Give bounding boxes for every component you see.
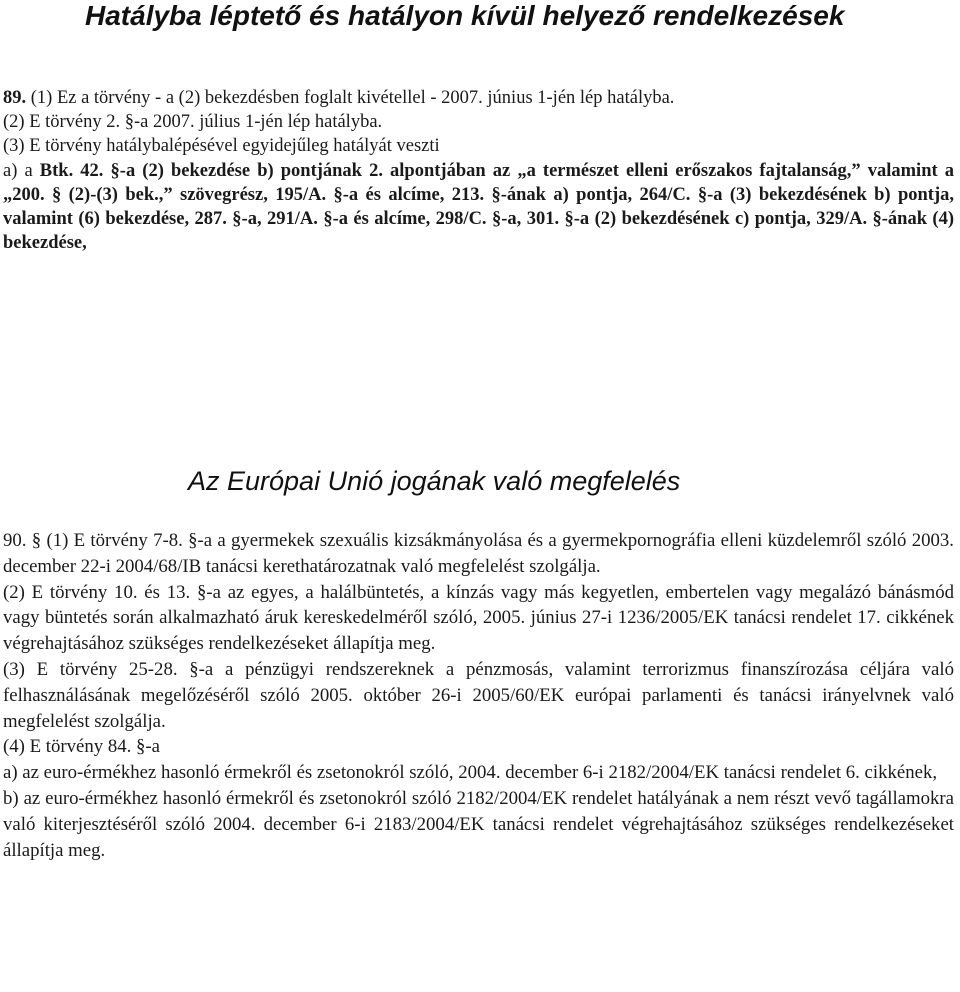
paragraph-90-1 (3, 528, 954, 580)
paragraph-90-3: (3) E törvény 25-28. §-a a pénzügyi rendszereknek a pénzmosás, valamint terrorizmus finanszírozása céljára való felhasználásának megelőzéséről szóló 2005. október 26-i 2005/60/EK európai parlamenti és tanácsi irányelvnek való megfelelést szolgálja. (3, 658, 954, 732)
paragraph-89-3: (3) E törvény hatálybalépésével egyidejűleg hatályát veszti (3, 136, 440, 157)
repealed-provisions: Btk. 42. §-a (2) bekezdése b) pontjának 2. alpontjában az „a természet elleni erőszakos fajtalanság,” valamint a „200. § (2)-(3) bek.,” szövegrész, 195/A. §-a és alcíme, 213. §-ának a) pontja, 264/C. §-a (3) bekezdésének b) pontja, valamint (6) bekezdése, 287. §-a, 291/A. §-a és alcíme, 298/C. §-a, 301. §-a (2) bekezdésének c) pontja, 329/A. §-ának (4) bekezdése, (3, 160, 954, 254)
paragraph-90-4-a: a) az euro-érmékhez hasonló érmekről és zsetonokról szóló, 2004. december 6-i 2182/2004/EK tanácsi rendelet 6. cikkének, (3, 762, 938, 784)
section-heading-hatalyba-lepteto: Hatályba léptető és hatályon kívül helyező rendelkezések (85, 0, 845, 31)
section-eu-megfeleles (3, 528, 954, 863)
paragraph-number: 90. (3, 530, 27, 551)
point-lead: a) a (3, 160, 40, 181)
paragraph-90-4: (4) E törvény 84. §-a (3, 736, 160, 758)
section-hatalyba-lepteto (3, 86, 954, 255)
paragraph-text: § (1) E törvény 7-8. §-a a gyermekek szexuális kizsákmányolása és a gyermekpornográfia elleni küzdelemről szóló 2003. december 22-i 2004/68/IB tanácsi kerethatározatnak való megfelelést szolgálja. (3, 530, 954, 577)
paragraph-90-2: (2) E törvény 10. és 13. §-a az egyes, a halálbüntetés, a kínzás vagy más kegyetlen, embertelen vagy megalázó bánásmód vagy büntetés során alkalmazható áruk kereskedelméről szóló, 2005. június 27-i 1236/2005/EK tanácsi rendelet 17. cikkének végrehajtásához szükséges rendelkezéseket állapítja meg. (3, 581, 954, 655)
paragraph-text: (1) Ez a törvény - a (2) bekezdésben foglalt kivétellel - 2007. június 1-jén lép hatályba. (26, 88, 675, 108)
paragraph-90-4-b: b) az euro-érmékhez hasonló érmekről és zsetonokról szóló 2182/2004/EK rendelet hatályának a nem részt vevő tagállamokra való kiterjesztéséről szóló 2004. december 6-i 2183/2004/EK tanácsi rendelet végrehajtásához szükséges rendelkezéseket állapítja meg. (3, 787, 954, 861)
section-heading-eu-megfeleles: Az Európai Unió jogának való megfelelés (188, 466, 681, 496)
paragraph-89-2: (2) E törvény 2. §-a 2007. július 1-jén lép hatályba. (3, 112, 383, 133)
paragraph-89-3-a (3, 159, 954, 256)
paragraph-89-1 (3, 86, 954, 110)
paragraph-number: 89. (3, 88, 27, 108)
